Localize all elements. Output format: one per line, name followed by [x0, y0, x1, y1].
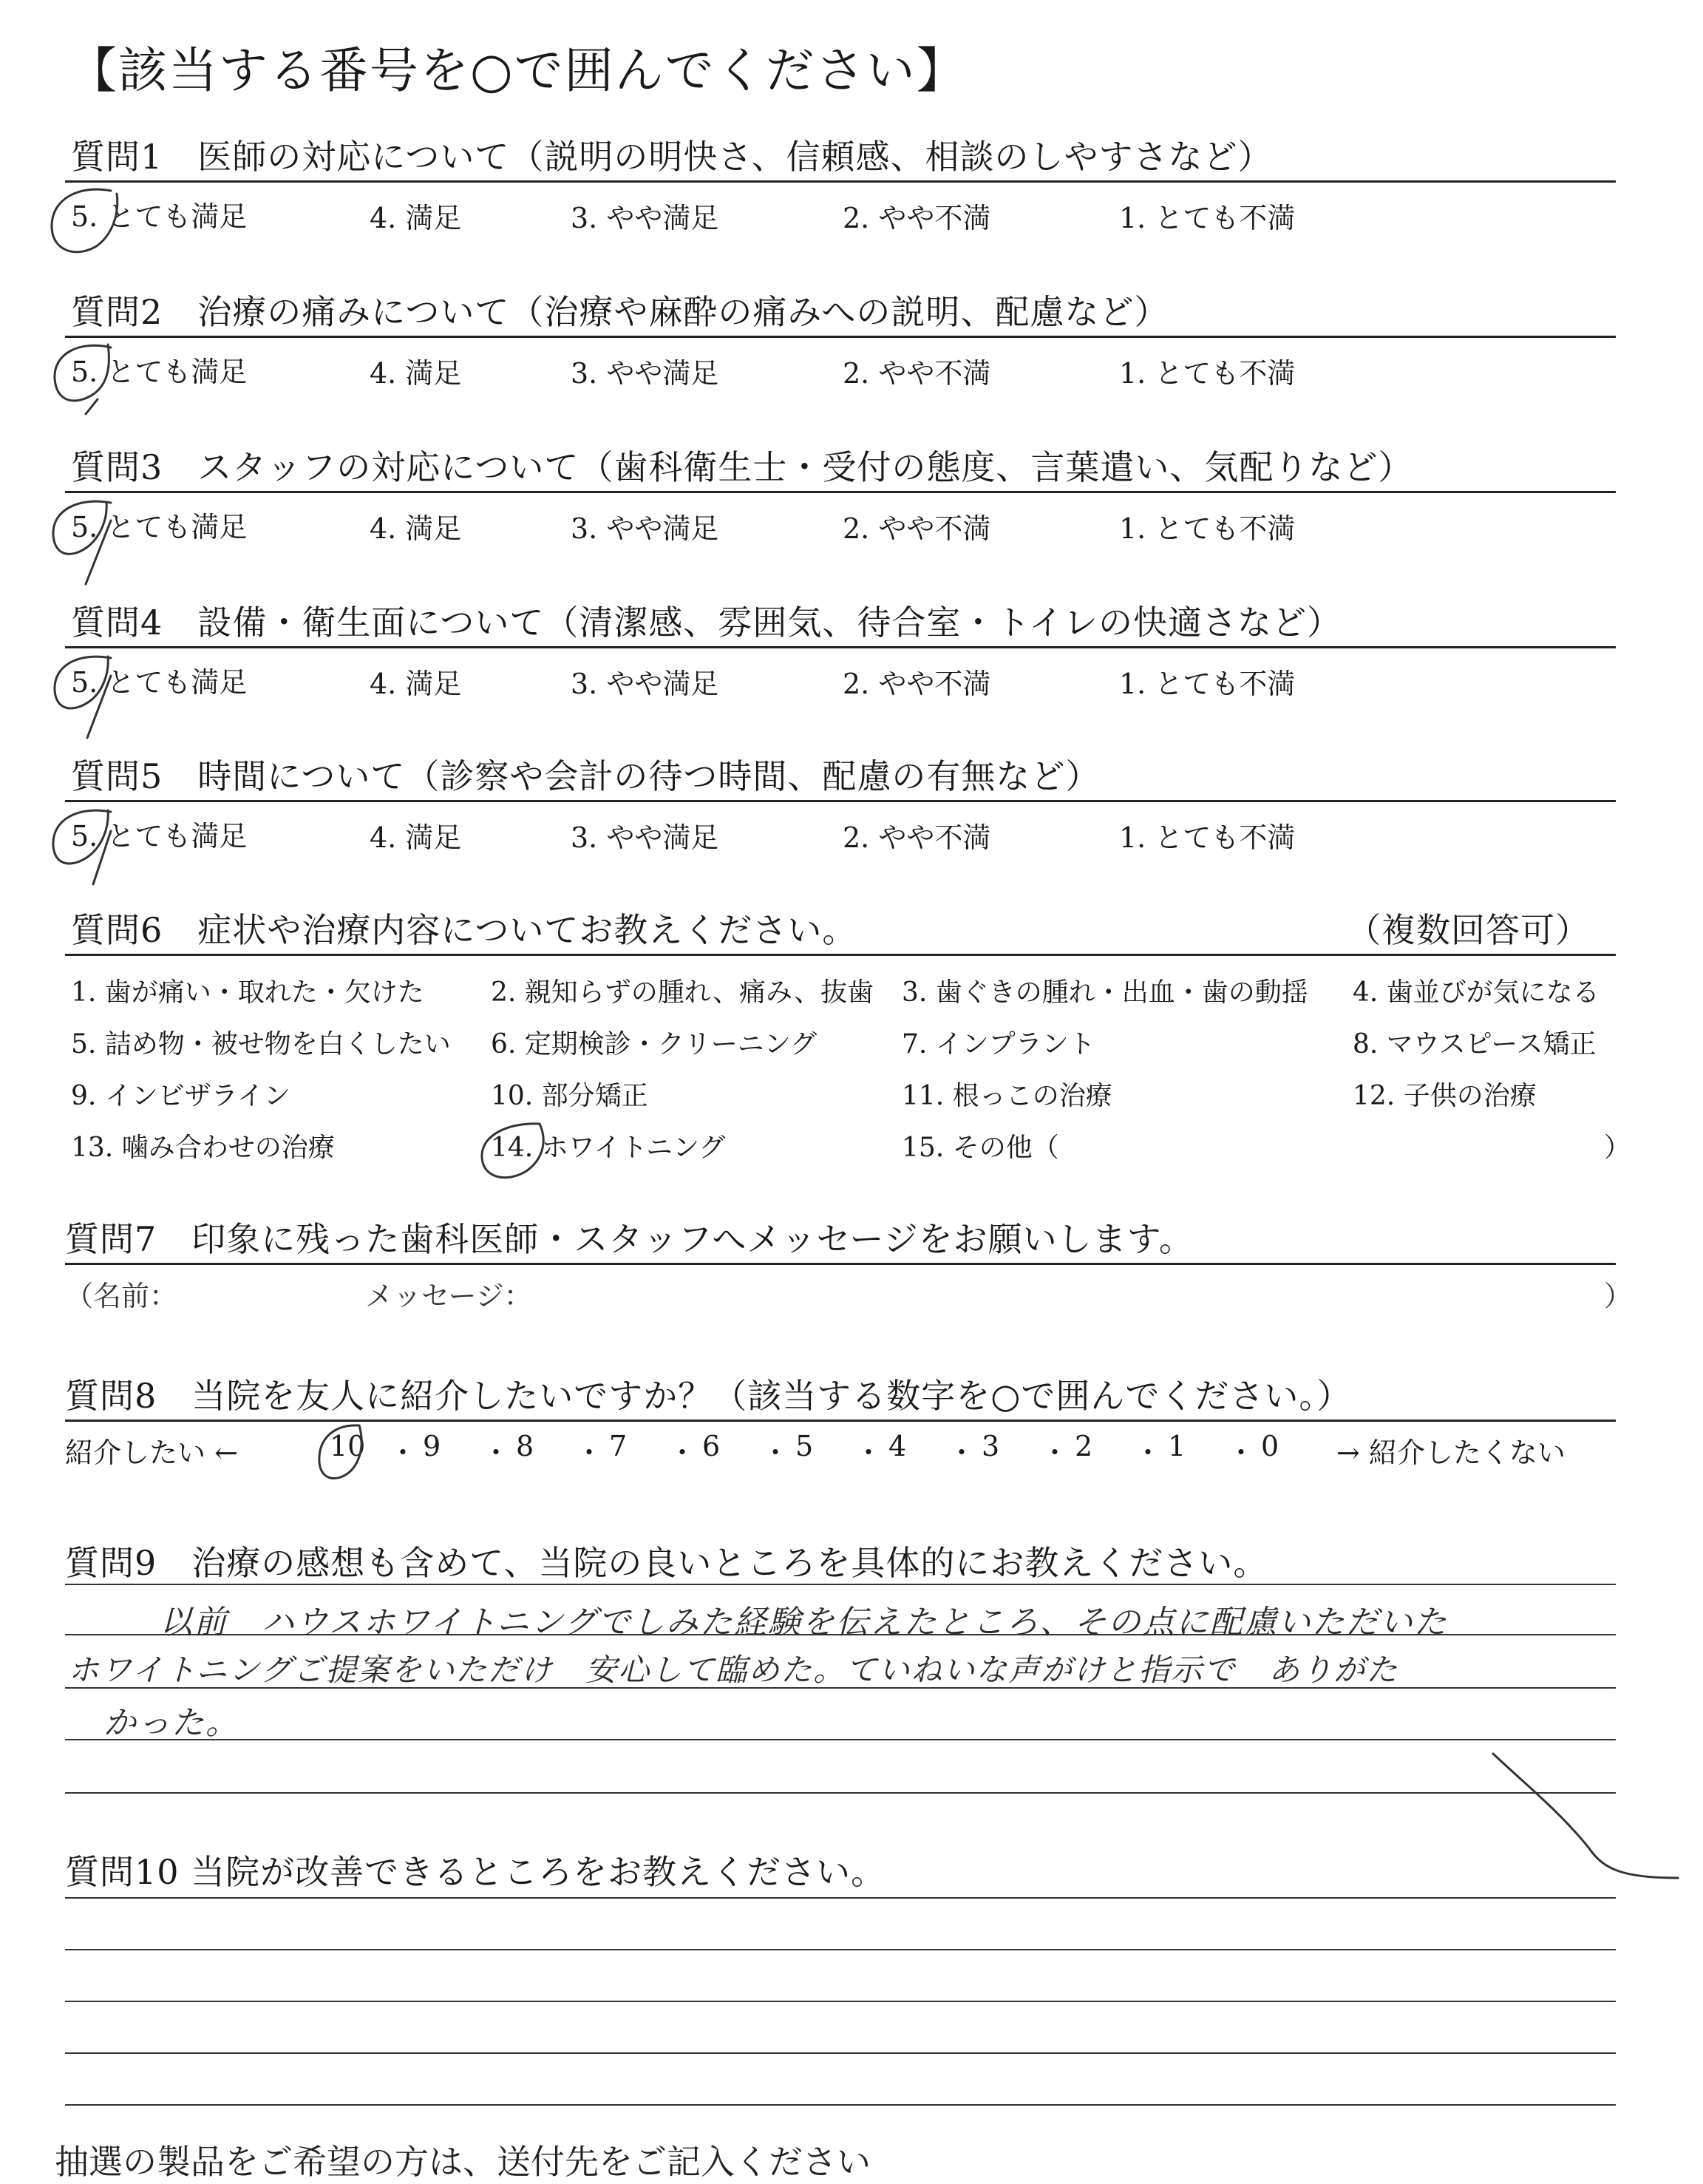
question-3-title: 質問3 スタッフの対応について（歯科衛生士・受付の態度、言葉遣い、気配りなど）	[71, 447, 1413, 487]
answer-line	[65, 2052, 1616, 2054]
answer-line	[65, 1584, 1616, 1585]
stray-pen-stroke	[1493, 1754, 1678, 1878]
symptom-item[interactable]: 10. 部分矯正	[491, 1081, 648, 1111]
question-2-title: 質問2 治療の痛みについて（治療や麻酔の痛みへの説明、配慮など）	[71, 292, 1169, 332]
option-2[interactable]: 2. やや不満	[843, 357, 991, 390]
divider	[65, 800, 1616, 802]
symptom-item[interactable]: 11. 根っこの治療	[902, 1081, 1112, 1111]
question-9-title: 質問9 治療の感想も含めて、当院の良いところを具体的にお教えください。	[65, 1543, 1268, 1583]
option-4[interactable]: 4. 満足	[370, 821, 462, 854]
question-7-title: 質問7 印象に残った歯科医師・スタッフへメッセージをお願いします。	[65, 1219, 1194, 1259]
option-3[interactable]: 3. やや満足	[571, 668, 719, 700]
question-6-title: 質問6 症状や治療内容についてお教えください。	[71, 910, 857, 950]
option-1[interactable]: 1. とても不満	[1119, 668, 1296, 700]
symptom-item[interactable]: 8. マウスピース矯正	[1353, 1029, 1597, 1059]
form-header: 【該当する番号を○で囲んでください】	[68, 42, 967, 99]
scale-separator-dot: ・	[389, 1437, 418, 1469]
question-1-title: 質問1 医師の対応について（説明の明快さ、信頼感、相談のしやすさなど）	[71, 137, 1273, 177]
recommend-left-label: 紹介したい ←	[65, 1437, 238, 1469]
symptom-item[interactable]: 1. 歯が痛い・取れた・欠けた	[71, 977, 424, 1008]
scale-separator-dot: ・	[668, 1437, 697, 1469]
option-1[interactable]: 1. とても不満	[1119, 821, 1296, 854]
answer-line	[65, 1792, 1616, 1794]
answer-line	[65, 2104, 1616, 2106]
answer-line	[65, 2001, 1616, 2002]
option-4[interactable]: 4. 満足	[370, 668, 462, 700]
question-8-title: 質問8 当院を友人に紹介したいですか？（該当する数字を○で囲んでください。）	[65, 1376, 1352, 1416]
answer-line	[65, 1949, 1616, 1950]
option-1[interactable]: 1. とても不満	[1119, 512, 1296, 545]
scale-value-6[interactable]: 6	[702, 1430, 721, 1462]
symptom-item[interactable]: 3. 歯ぐきの腫れ・出血・歯の動揺	[902, 977, 1308, 1008]
option-5[interactable]: 5. とても満足	[71, 666, 248, 699]
handwritten-answer-line: 以前 ハウスホワイトニングでしみた経験を伝えたところ、その点に配慮いただいた	[160, 1604, 1448, 1641]
symptom-item[interactable]: 4. 歯並びが気になる	[1353, 977, 1600, 1008]
scale-value-3[interactable]: 3	[982, 1430, 1000, 1462]
divider	[65, 1420, 1616, 1422]
handwritten-answer-line: ホワイトニングご提案をいただけ 安心して臨めた。ていねいな声がけと指示で ありがた	[68, 1652, 1399, 1688]
symptom-item[interactable]: 13. 噛み合わせの治療	[71, 1133, 335, 1163]
option-3[interactable]: 3. やや満足	[571, 821, 719, 854]
name-label: （名前：	[65, 1280, 178, 1312]
symptom-item[interactable]: 5. 詰め物・被せ物を白くしたい	[71, 1029, 451, 1059]
option-3[interactable]: 3. やや満足	[571, 357, 719, 390]
scale-value-2[interactable]: 2	[1075, 1430, 1093, 1462]
divider	[65, 491, 1616, 493]
divider	[65, 1263, 1616, 1265]
scale-value-8[interactable]: 8	[516, 1430, 534, 1462]
scale-separator-dot: ・	[1041, 1437, 1070, 1469]
option-2[interactable]: 2. やや不満	[843, 821, 991, 854]
option-2[interactable]: 2. やや不満	[843, 202, 991, 234]
question-5-title: 質問5 時間について（診察や会計の待つ時間、配慮の有無など）	[71, 756, 1101, 796]
divider	[65, 336, 1616, 338]
option-5[interactable]: 5. とても満足	[71, 356, 248, 388]
scale-value-0[interactable]: 0	[1261, 1430, 1279, 1462]
scale-separator-dot: ・	[1227, 1437, 1256, 1469]
option-4[interactable]: 4. 満足	[370, 202, 462, 234]
option-1[interactable]: 1. とても不満	[1119, 202, 1296, 234]
option-2[interactable]: 2. やや不満	[843, 512, 991, 545]
option-1[interactable]: 1. とても不満	[1119, 357, 1296, 390]
divider	[65, 180, 1616, 183]
question-4-title: 質問4 設備・衛生面について（清潔感、雰囲気、待合室・トイレの快適さなど）	[71, 603, 1342, 642]
multiple-answers-note: （複数回答可）	[1347, 910, 1590, 950]
handwritten-answer-line: かった。	[103, 1704, 239, 1742]
option-2[interactable]: 2. やや不満	[843, 668, 991, 700]
scale-value-1[interactable]: 1	[1168, 1430, 1186, 1462]
option-4[interactable]: 4. 満足	[370, 512, 462, 545]
scale-value-7[interactable]: 7	[609, 1430, 628, 1462]
option-5[interactable]: 5. とても満足	[71, 820, 248, 852]
scale-separator-dot: ・	[948, 1437, 976, 1469]
symptom-item[interactable]: 12. 子供の治療	[1353, 1081, 1537, 1111]
scale-separator-dot: ・	[761, 1437, 790, 1469]
option-3[interactable]: 3. やや満足	[571, 512, 719, 545]
message-close-paren: ）	[1604, 1280, 1633, 1312]
scale-value-4[interactable]: 4	[888, 1430, 907, 1462]
recommend-right-label: → 紹介したくない	[1336, 1437, 1566, 1469]
scale-value-5[interactable]: 5	[795, 1430, 814, 1462]
scale-separator-dot: ・	[854, 1437, 883, 1469]
option-5[interactable]: 5. とても満足	[71, 511, 248, 543]
option-5[interactable]: 5. とても満足	[71, 200, 248, 233]
other-close-paren: ）	[1604, 1133, 1631, 1163]
answer-line	[65, 1897, 1616, 1899]
symptom-item[interactable]: 2. 親知らずの腫れ、痛み、抜歯	[491, 977, 874, 1008]
scale-separator-dot: ・	[1134, 1437, 1163, 1469]
question-10-title: 質問10 当院が改善できるところをお教えください。	[65, 1852, 886, 1892]
option-4[interactable]: 4. 満足	[370, 357, 462, 390]
scale-separator-dot: ・	[482, 1437, 511, 1469]
footer-note-cut: 抽選の製品をご希望の方は、送付先をご記入ください	[55, 2142, 871, 2182]
divider	[65, 954, 1616, 956]
scale-value-9[interactable]: 9	[423, 1430, 441, 1462]
message-label: メッセージ：	[365, 1280, 532, 1312]
symptom-item[interactable]: 9. インビザライン	[71, 1081, 290, 1111]
symptom-item[interactable]: 6. 定期検診・クリーニング	[491, 1029, 817, 1059]
answer-line	[65, 1739, 1616, 1740]
symptom-item[interactable]: 14. ホワイトニング	[491, 1133, 726, 1163]
symptom-item[interactable]: 7. インプラント	[902, 1029, 1095, 1059]
scale-value-10[interactable]: 10	[330, 1430, 366, 1462]
option-3[interactable]: 3. やや満足	[571, 202, 719, 234]
scale-separator-dot: ・	[575, 1437, 604, 1469]
divider	[65, 646, 1616, 648]
symptom-item-other[interactable]: 15. その他（	[902, 1133, 1059, 1163]
